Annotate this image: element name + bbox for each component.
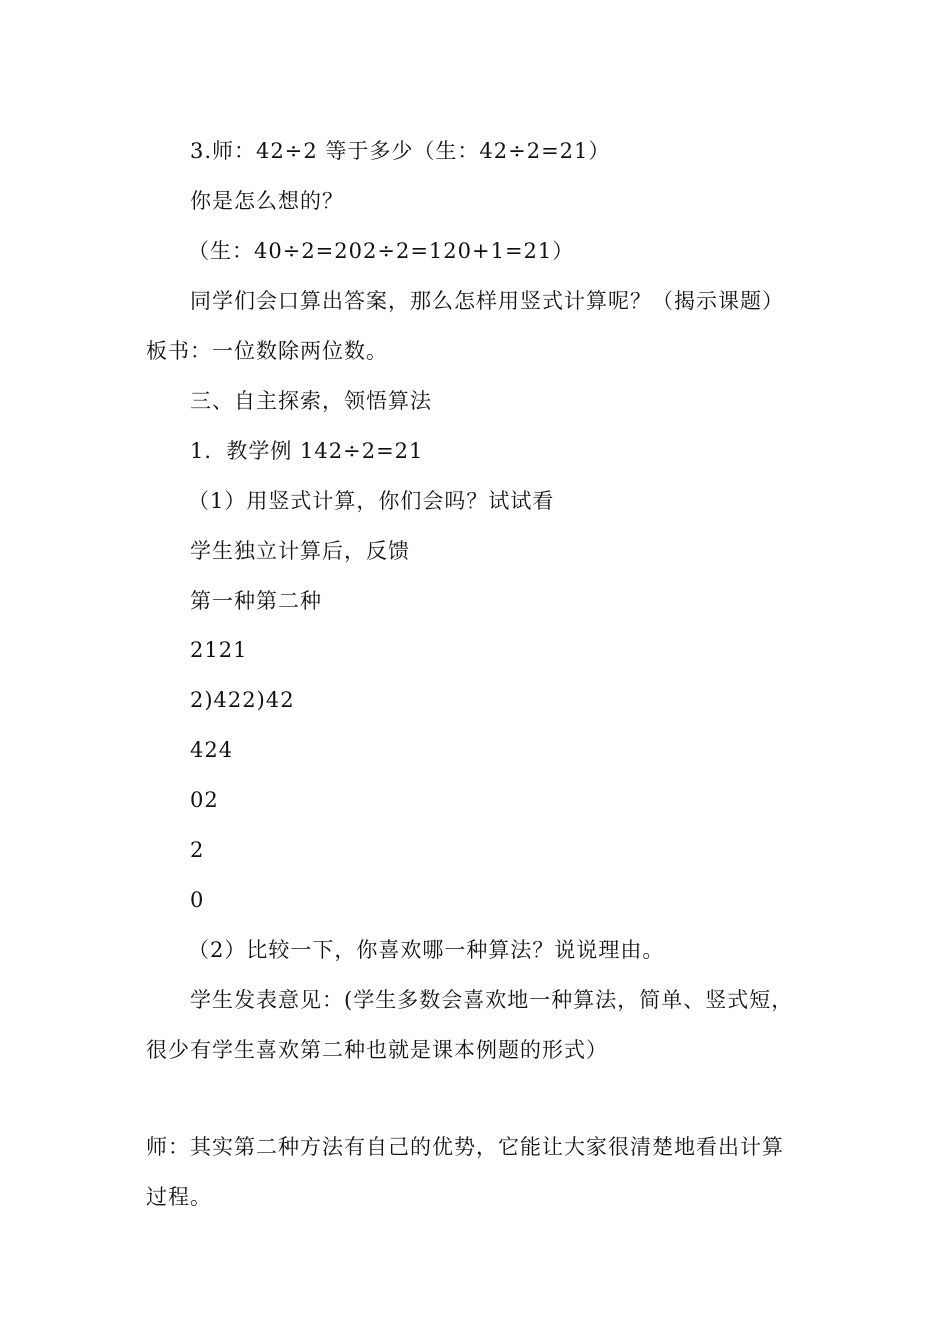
paragraph-vertical-calc: （1）用竖式计算，你们会吗？试试看 — [188, 489, 555, 513]
paragraph-question-3: 3.师：42÷2 等于多少（生：42÷2=21） — [190, 139, 611, 163]
division-step-2: 02 — [190, 788, 219, 812]
paragraph-teacher-note-cont: 过程。 — [146, 1185, 212, 1209]
paragraph-student-answer: （生：40÷2=202÷2=120+1=21） — [188, 239, 575, 263]
paragraph-how-think: 你是怎么想的？ — [190, 189, 344, 213]
paragraph-methods: 第一种第二种 — [190, 589, 322, 613]
paragraph-reveal-topic: 同学们会口算出答案，那么怎样用竖式计算呢？（揭示课题） — [190, 289, 784, 313]
paragraph-compare: （2）比较一下，你喜欢哪一种算法？说说理由。 — [188, 938, 665, 962]
paragraph-student-opinion-cont: 很少有学生喜欢第二种也就是课本例题的形式） — [146, 1038, 608, 1062]
section-heading-explore: 三、自主探索，领悟算法 — [190, 389, 432, 413]
division-step-3: 2 — [190, 838, 205, 862]
paragraph-teacher-note: 师：其实第二种方法有自己的优势，它能让大家很清楚地看出计算 — [146, 1135, 784, 1159]
division-dividends: 2)422)42 — [190, 688, 295, 712]
paragraph-feedback: 学生独立计算后，反馈 — [190, 539, 410, 563]
paragraph-board-writing: 板书：一位数除两位数。 — [146, 339, 388, 363]
division-quotients: 2121 — [190, 638, 248, 662]
division-step-1: 424 — [190, 738, 234, 762]
division-remainder: 0 — [190, 888, 205, 912]
paragraph-example-1: 1．教学例 142÷2=21 — [190, 439, 424, 463]
paragraph-student-opinion: 学生发表意见：(学生多数会喜欢地一种算法，简单、竖式短， — [190, 988, 794, 1012]
